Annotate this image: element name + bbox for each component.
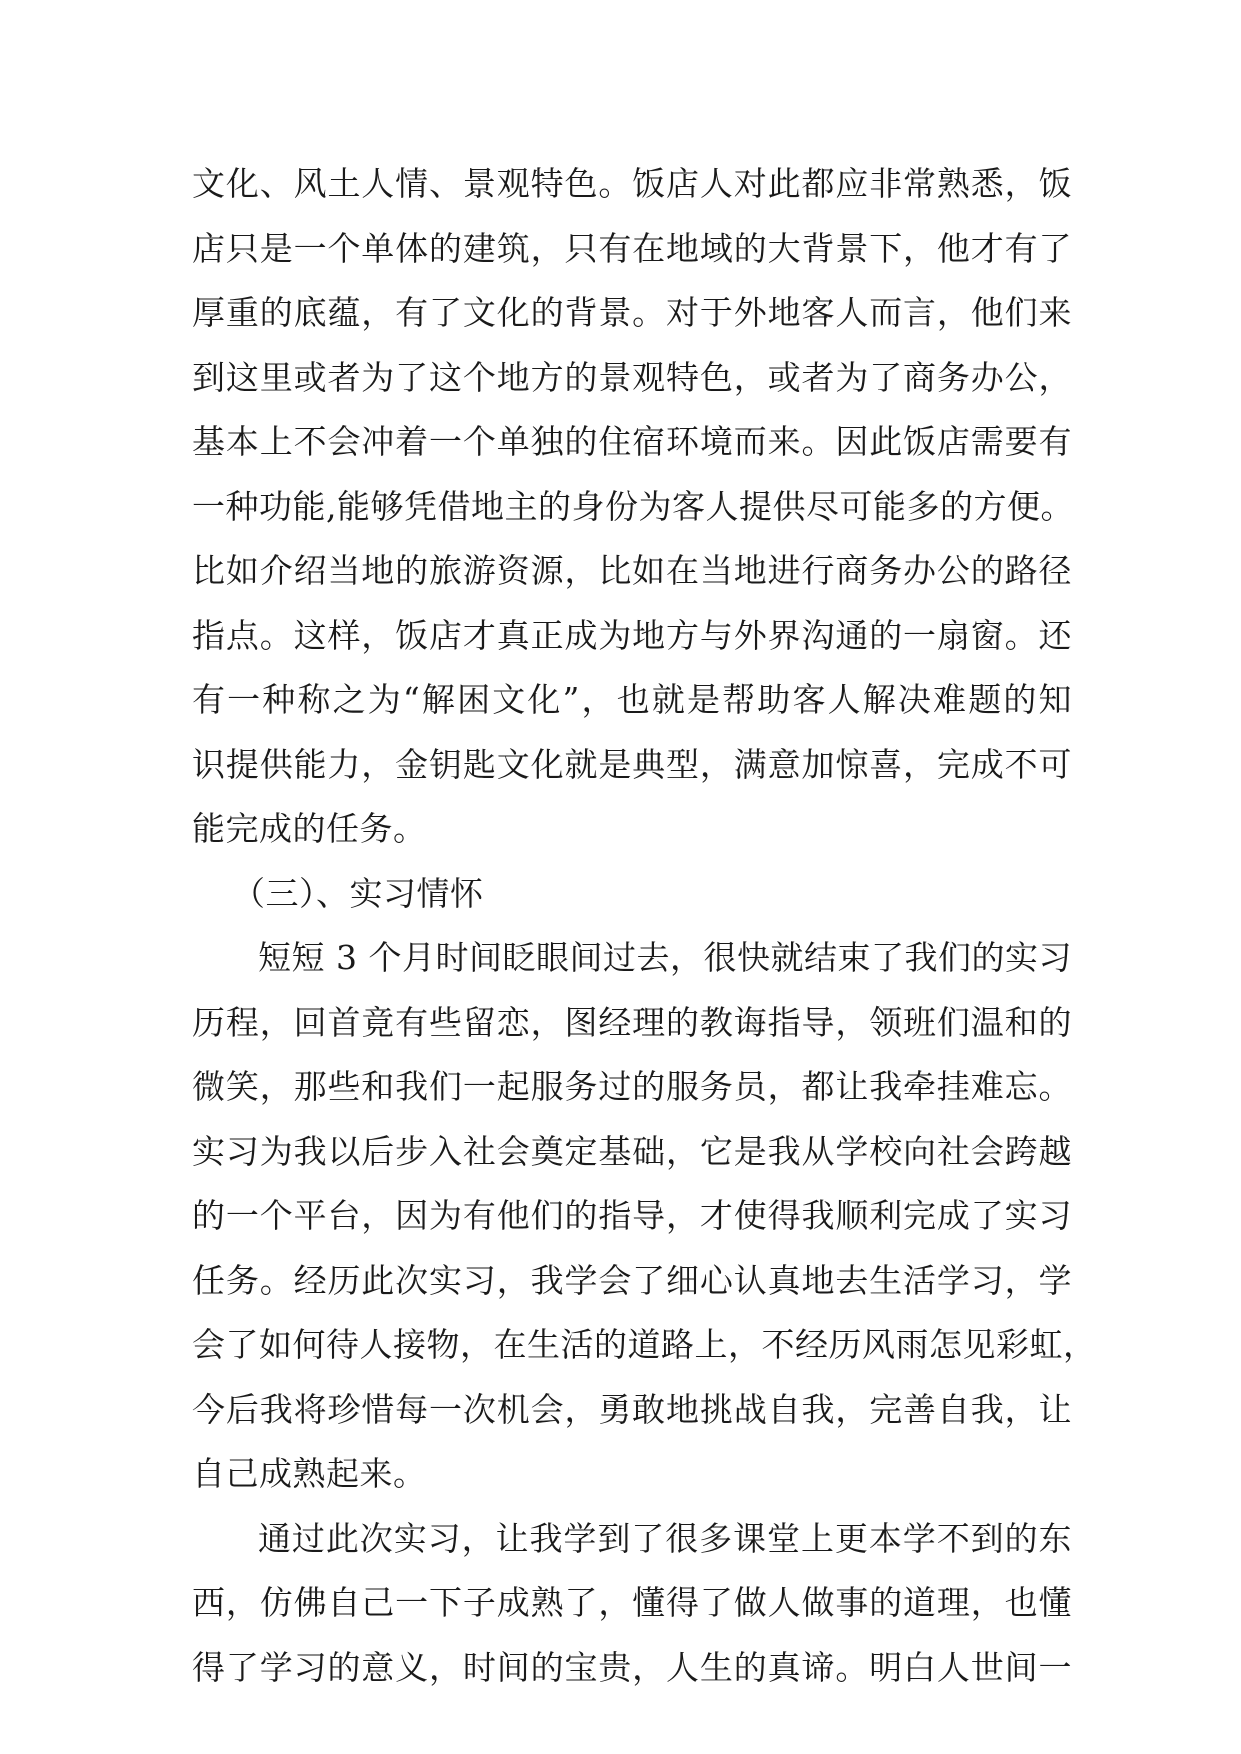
para-1-line: 能完成的任务。 bbox=[192, 809, 427, 848]
para-1-line: 到这里或者为了这个地方的景观特色，或者为了商务办公， bbox=[192, 357, 1072, 397]
para-1-line: 指点。这样，饭店才真正成为地方与外界沟通的一扇窗。还 bbox=[192, 615, 1072, 655]
para-3-line: 得了学习的意义，时间的宝贵，人生的真谛。明白人世间一 bbox=[192, 1647, 1072, 1687]
para-1-line: 有一种称之为“解困文化”，也就是帮助客人解决难题的知 bbox=[192, 680, 1072, 719]
para-2-line: 的一个平台，因为有他们的指导，才使得我顺利完成了实习 bbox=[192, 1196, 1072, 1235]
para-2-line: 短短 3 个月时间眨眼间过去，很快就结束了我们的实习 bbox=[258, 938, 1072, 977]
body-text bbox=[192, 152, 1097, 1700]
para-2-line: 自己成熟起来。 bbox=[192, 1454, 427, 1493]
para-1-line: 比如介绍当地的旅游资源，比如在当地进行商务办公的路径 bbox=[192, 551, 1072, 590]
para-1-line: 基本上不会冲着一个单独的住宿环境而来。因此饭店需要有 bbox=[192, 422, 1072, 461]
para-3-line: 通过此次实习，让我学到了很多课堂上更本学不到的东 bbox=[258, 1518, 1072, 1558]
para-3-line: 西，仿佛自己一下子成熟了，懂得了做人做事的道理，也懂 bbox=[192, 1583, 1072, 1622]
para-2-line: 实习为我以后步入社会奠定基础，它是我从学校向社会跨越 bbox=[192, 1131, 1072, 1171]
para-2-line: 微笑，那些和我们一起服务过的服务员，都让我牵挂难忘。 bbox=[192, 1067, 1072, 1106]
para-2-line: 会了如何待人接物，在生活的道路上，不经历风雨怎见彩虹， bbox=[192, 1325, 1097, 1364]
para-1-line: 一种功能,能够凭借地主的身份为客人提供尽可能多的方便。 bbox=[192, 486, 1074, 526]
para-1-line: 店只是一个单体的建筑，只有在地域的大背景下，他才有了 bbox=[192, 228, 1072, 268]
para-2-line: 历程，回首竟有些留恋，图经理的教诲指导，领班们温和的 bbox=[192, 1002, 1072, 1042]
para-2-line: 今后我将珍惜每一次机会，勇敢地挑战自我，完善自我，让 bbox=[192, 1389, 1072, 1429]
para-1-line: 识提供能力，金钥匙文化就是典型，满意加惊喜，完成不可 bbox=[192, 744, 1072, 784]
para-2-line: 任务。经历此次实习，我学会了细心认真地去生活学习，学 bbox=[192, 1260, 1072, 1300]
para-1-line: 文化、风土人情、景观特色。饭店人对此都应非常熟悉，饭 bbox=[192, 164, 1072, 203]
para-1-line: 厚重的底蕴，有了文化的背景。对于外地客人而言，他们来 bbox=[192, 293, 1072, 332]
section-heading: （三）、实习情怀 bbox=[232, 873, 484, 913]
